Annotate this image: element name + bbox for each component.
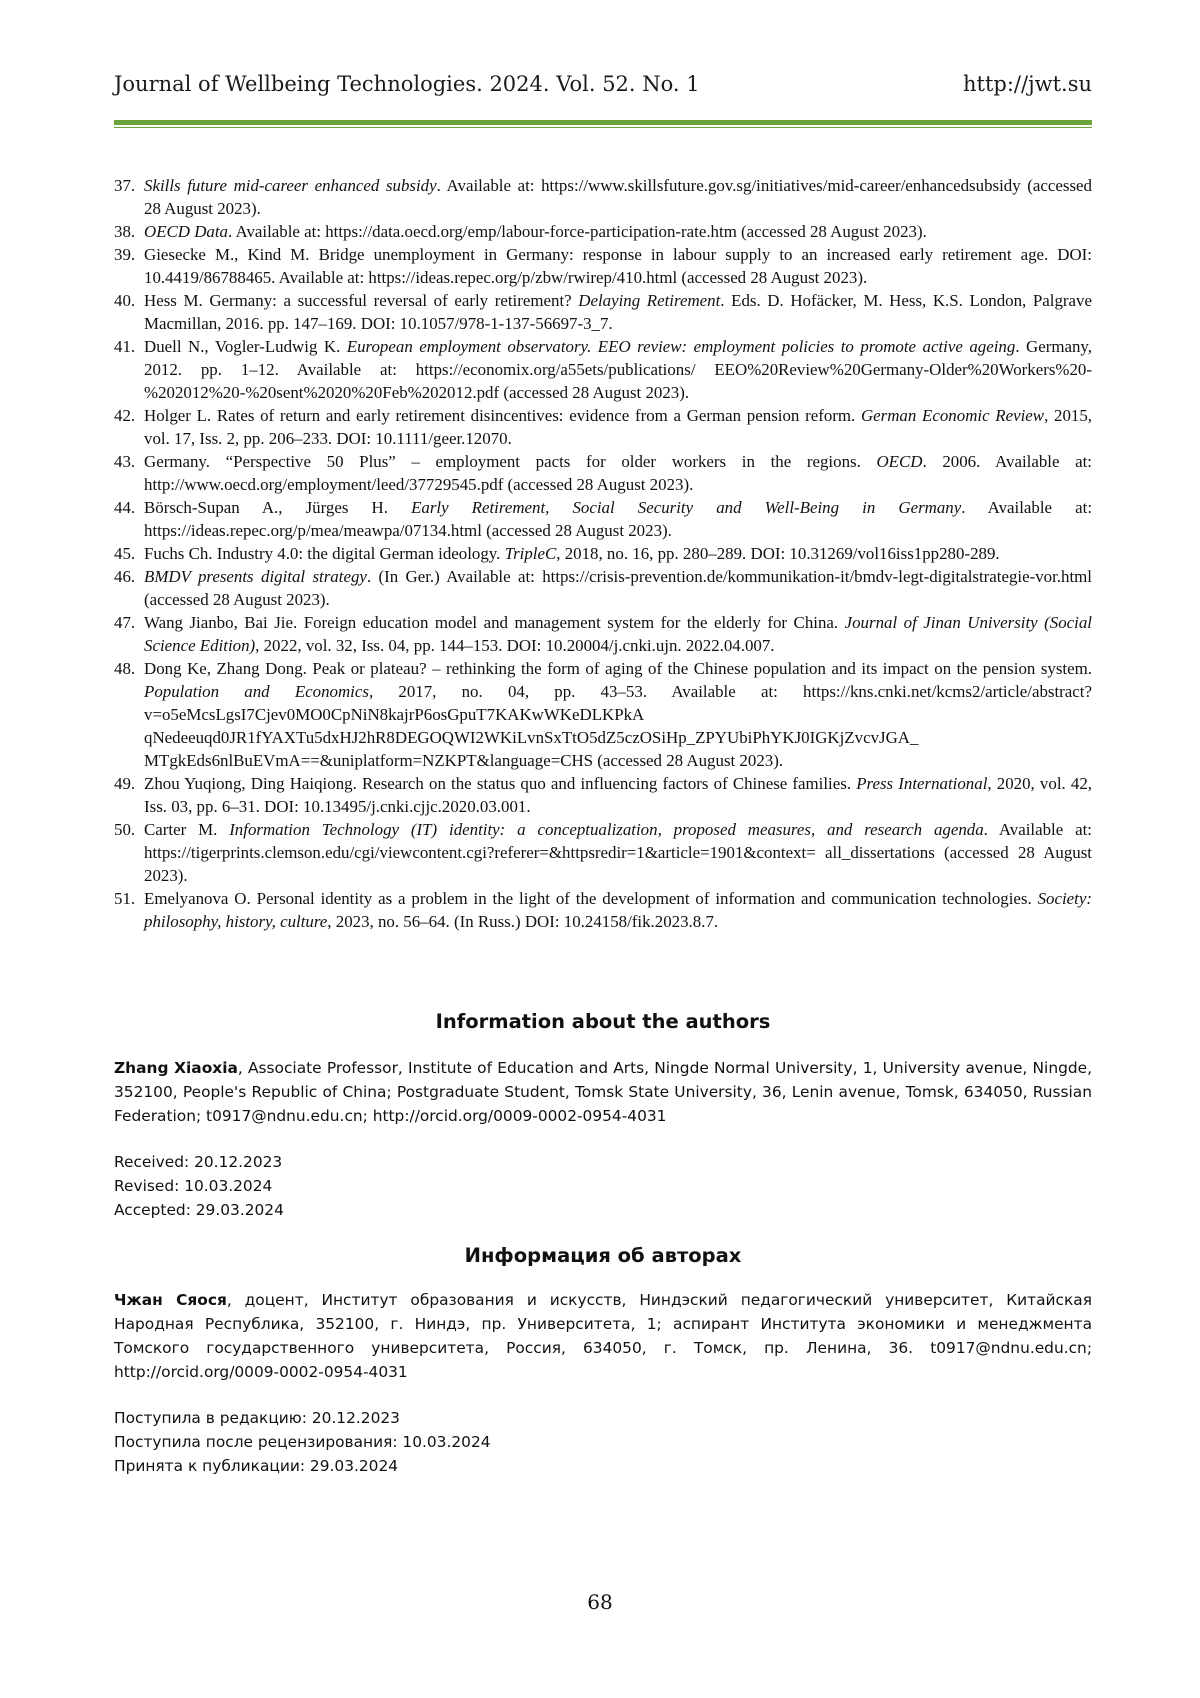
reference-italic-text: German Economic Review — [861, 406, 1044, 425]
reference-text: , 2022, vol. 32, Iss. 04, pp. 144–153. DOI: 10.20004/j.cnki.ujn. 2022.04.007. — [255, 636, 774, 655]
revised-date: Revised: 10.03.2024 — [114, 1174, 714, 1198]
reference-text: Zhou Yuqiong, Ding Haiqiong. Research on the status quo and influencing factors of Chinese families. — [144, 774, 856, 793]
reference-item — [114, 818, 1092, 887]
reference-italic-text: Press International — [856, 774, 987, 793]
reference-text: , 2020, vol. 42, Iss. 03, pp. 6–31. DOI: 10.13495/j.cnki.cjjc.2020.03.001. — [144, 774, 1092, 816]
authors-en-bio — [114, 1056, 1092, 1128]
reference-italic-text: Population and Economics — [144, 682, 369, 701]
page-number: 68 — [0, 1590, 1200, 1614]
reference-italic-text: Society: philosophy, history, culture — [144, 889, 1092, 931]
reference-text: , 2018, no. 16, pp. 280–289. DOI: 10.31269/vol16iss1pp280-289. — [556, 544, 999, 563]
reference-text: . Available at: https://ideas.repec.org/p/mea/meawpa/07134.html (accessed 28 August 2023). — [144, 498, 1092, 540]
reference-number: 40. — [114, 289, 135, 312]
received-date: Received: 20.12.2023 — [114, 1150, 714, 1174]
authors-ru-dates — [114, 1406, 714, 1478]
reference-number: 41. — [114, 335, 135, 358]
running-header — [114, 72, 1092, 106]
reference-item — [114, 450, 1092, 496]
reference-italic-text: Skills future mid-career enhanced subsidy — [144, 176, 437, 195]
reference-text: Fuchs Ch. Industry 4.0: the digital German ideology. — [144, 544, 505, 563]
reference-number: 42. — [114, 404, 135, 427]
reference-italic-text: TripleC — [505, 544, 557, 563]
reference-italic-text: OECD Data — [144, 222, 228, 241]
reference-list — [114, 174, 1092, 933]
reference-item — [114, 887, 1092, 933]
authors-ru-title: Информация об авторах — [114, 1244, 1092, 1267]
reference-number: 46. — [114, 565, 135, 588]
reference-number: 43. — [114, 450, 135, 473]
header-rule — [114, 120, 1092, 125]
reference-text: Wang Jianbo, Bai Jie. Foreign education model and management system for the elderly for China. — [144, 613, 845, 632]
reference-italic-text: Early Retirement, Social Security and Well-Being in Germany — [411, 498, 961, 517]
header-rule-thin — [114, 127, 1092, 128]
reference-italic-text: Information Technology (IT) identity: a conceptualization, proposed measures, and research agenda — [229, 820, 983, 839]
reference-text: , 2017, no. 04, pp. 43–53. Available at: https://kns.cnki.net/kcms2/article/abstract?v=o5eMcsLgsI7Cjev0MO0CpNiN8kajrP6osGpuT7KAKwWKeDLKPkA qNedeeuqd0JR1fYAXTu5dxHJ2hR8DEGOQWI2WKiLvnSxTtO5dZ5czOSiHp_ZPYUbiPhYKJ0IGKjZvcvJGA_ MTgkEds6nlBuEVmA==&uniplatform=NZKPT&language=CHS (accessed 28 August 2023). — [144, 682, 1092, 770]
revised-date-ru: Поступила после рецензирования: 10.03.2024 — [114, 1430, 714, 1454]
reference-item — [114, 289, 1092, 335]
reference-item — [114, 772, 1092, 818]
reference-number: 48. — [114, 657, 135, 680]
accepted-date-ru: Принята к публикации: 29.03.2024 — [114, 1454, 714, 1478]
reference-item — [114, 657, 1092, 772]
reference-item — [114, 565, 1092, 611]
reference-item — [114, 611, 1092, 657]
reference-item — [114, 542, 1092, 565]
reference-text: Hess M. Germany: a successful reversal of early retirement? — [144, 291, 578, 310]
reference-text: Emelyanova O. Personal identity as a problem in the light of the development of information and communication technologies. — [144, 889, 1038, 908]
journal-title: Journal of Wellbeing Technologies. 2024. Vol. 52. No. 1 — [114, 72, 700, 96]
reference-text: Holger L. Rates of return and early retirement disincentives: evidence from a German pension reform. — [144, 406, 861, 425]
reference-item — [114, 496, 1092, 542]
reference-number: 47. — [114, 611, 135, 634]
accepted-date: Accepted: 29.03.2024 — [114, 1198, 714, 1222]
reference-text: Giesecke M., Kind M. Bridge unemployment in Germany: response in labour supply to an increased early retirement age. DOI: 10.4419/86788465. Available at: https://ideas.repec.org/p/zbw/rwirep/410.html (accessed 28 August 2023). — [144, 245, 1092, 287]
authors-en-title: Information about the authors — [114, 1010, 1092, 1033]
received-date-ru: Поступила в редакцию: 20.12.2023 — [114, 1406, 714, 1430]
author-name-ru: Чжан Сяося — [114, 1291, 227, 1309]
reference-italic-text: BMDV presents digital strategy — [144, 567, 367, 586]
reference-number: 45. — [114, 542, 135, 565]
reference-number: 38. — [114, 220, 135, 243]
reference-italic-text: Journal of Jinan University (Social Science Edition) — [144, 613, 1092, 655]
reference-text: . Available at: https://www.skillsfuture.gov.sg/initiatives/mid-career/enhancedsubsidy (accessed 28 August 2023). — [144, 176, 1092, 218]
reference-number: 44. — [114, 496, 135, 519]
reference-item — [114, 220, 1092, 243]
authors-en-dates — [114, 1150, 714, 1222]
reference-number: 39. — [114, 243, 135, 266]
reference-italic-text: Delaying Retirement — [578, 291, 720, 310]
reference-item — [114, 174, 1092, 220]
author-details-en: , Associate Professor, Institute of Education and Arts, Ningde Normal University, 1, University avenue, Ningde, 352100, People's Republic of China; Postgraduate Student, Tomsk State University, 36, Lenin avenue, Tomsk, 634050, Russian Federation; t0917@ndnu.edu.cn; http://orcid.org/0009-0002-0954-4031 — [114, 1059, 1092, 1125]
authors-ru-bio — [114, 1288, 1092, 1384]
reference-text: . (In Ger.) Available at: https://crisis-prevention.de/kommunikation-it/bmdv-legt-digitalstrategie-vor.html (accessed 28 August 2023). — [144, 567, 1092, 609]
reference-text: Germany. “Perspective 50 Plus” – employment pacts for older workers in the regions. — [144, 452, 876, 471]
reference-number: 51. — [114, 887, 135, 910]
reference-text: . Eds. D. Hofäcker, M. Hess, K.S. London, Palgrave Macmillan, 2016. pp. 147–169. DOI: 10.1057/978-1-137-56697-3_7. — [144, 291, 1092, 333]
reference-text: . Available at: https://data.oecd.org/emp/labour-force-participation-rate.htm (accessed 28 August 2023). — [228, 222, 927, 241]
reference-number: 50. — [114, 818, 135, 841]
reference-text: Börsch-Supan A., Jürges H. — [144, 498, 411, 517]
reference-text: . 2006. Available at: http://www.oecd.org/employment/leed/37729545.pdf (accessed 28 August 2023). — [144, 452, 1092, 494]
reference-text: Duell N., Vogler-Ludwig K. — [144, 337, 347, 356]
journal-site-url[interactable]: http://jwt.su — [963, 72, 1092, 96]
reference-text: . Germany, 2012. pp. 1–12. Available at: https://economix.org/a55ets/publications/ EEO%20Review%20Germany-Older%20Workers%20-%202012%20-%20sent%2020%20Feb%202012.pdf (accessed 28 August 2023). — [144, 337, 1092, 402]
reference-item — [114, 404, 1092, 450]
reference-text: Carter M. — [144, 820, 229, 839]
reference-number: 49. — [114, 772, 135, 795]
reference-item — [114, 243, 1092, 289]
reference-text: . Available at: https://tigerprints.clemson.edu/cgi/viewcontent.cgi?referer=&httpsredir=1&article=1901&context= all_dissertations (accessed 28 August 2023). — [144, 820, 1092, 885]
author-name-en: Zhang Xiaoxia — [114, 1059, 238, 1077]
reference-text: , 2015, vol. 17, Iss. 2, pp. 206–233. DOI: 10.1111/geer.12070. — [144, 406, 1092, 448]
reference-item — [114, 335, 1092, 404]
reference-number: 37. — [114, 174, 135, 197]
reference-italic-text: OECD — [876, 452, 922, 471]
reference-italic-text: European employment observatory. EEO review: employment policies to promote active ageing — [347, 337, 1016, 356]
author-details-ru: , доцент, Институт образования и искусств, Ниндэский педагогический университет, Китайская Народная Республика, 352100, г. Ниндэ, пр. Университета, 1; аспирант Института экономики и менеджмента Томского государственного университета, Россия, 634050, г. Томск, пр. Ленина, 36. t0917@ndnu.edu.cn; http://orcid.org/0009-0002-0954-4031 — [114, 1291, 1092, 1381]
reference-text: , 2023, no. 56–64. (In Russ.) DOI: 10.24158/fik.2023.8.7. — [327, 912, 718, 931]
reference-text: Dong Ke, Zhang Dong. Peak or plateau? – rethinking the form of aging of the Chinese population and its impact on the pension system. — [144, 659, 1092, 678]
